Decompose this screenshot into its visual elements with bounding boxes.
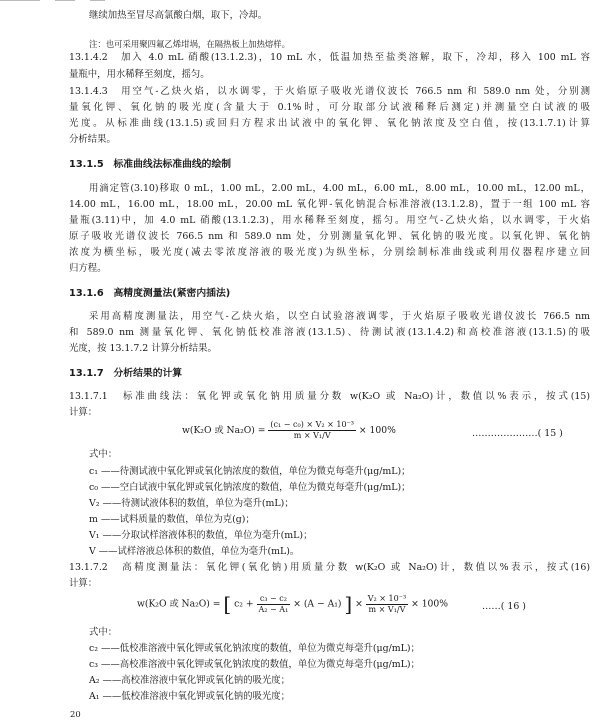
text-line: 量瓶(3.11)中，加 4.0 mL 硝酸(13.1.2.3)，用水稀释至刻度，摇匀。用空气-乙炔火焰，以水调零，于火焰: [69, 215, 590, 226]
header-rule: [0, 0, 602, 2]
where-label: 式中：: [89, 627, 118, 638]
text-line: 光度。从标准曲线(13.1.5)或回归方程求出试液中的氧化钾、氧化钠浓度及空白值，按(13.1.7.1)计算: [69, 118, 590, 129]
text-line: 原子吸收光谱仪波长 766.5 nm 和 589.0 nm 处，分别测量氧化钾、氧化钠的吸光度。以氧化钾、氧化钠: [69, 231, 590, 242]
fraction-denominator: m × V₁/V: [368, 604, 406, 614]
formula-term: c₂ +: [234, 598, 254, 610]
definition-c3: c₃ ——高校准溶液中氧化钾或氧化钠浓度的数值，单位为微克每毫升(μg/mL)；: [89, 659, 420, 670]
text-line: 分析结果。: [69, 134, 116, 145]
close-bracket: ]: [344, 592, 353, 616]
text-line: 归方程。: [69, 263, 107, 274]
formula-tail: × 100%: [358, 425, 396, 436]
definition-a1: A₁ ——低校准溶液中氧化钾或氧化钠的吸光度；: [89, 691, 291, 702]
section-heading-13-1-7: 13.1.7 分析结果的计算: [69, 368, 183, 379]
definition-v: V ——试样溶液总体积的数值，单位为毫升(mL)。: [89, 546, 300, 557]
text-line: 光度，按 13.1.7.2 计算分析结果。: [69, 343, 217, 354]
text-line: 浓度为横坐标，吸光度(减去零浓度溶液的吸光度)为纵坐标，分别绘制标准曲线或利用仪器程序建立回: [69, 247, 590, 258]
formula-fraction: [268, 420, 356, 441]
definition-c0: c₀ ——空白试液中氧化钾或氧化钠浓度的数值，单位为微克每毫升(μg/mL)；: [89, 482, 411, 493]
fraction-denominator: A₂ − A₁: [258, 604, 289, 614]
text-line: 用滴定管(3.10)移取 0 mL，1.00 mL，2.00 mL，4.00 mL，6.00 mL，8.00 mL，10.00 mL，12.00 mL，: [89, 183, 590, 194]
clause-13-1-4-2: 13.1.4.2 加入 4.0 mL 硝酸(13.1.2.3)，10 mL 水，低温加热至盐类溶解，取下，冷却，移入 100 mL 容: [69, 52, 590, 63]
formula-number-15: …………………( 15 ): [472, 428, 563, 439]
definition-c1: c₁ ——待测试液中氧化钾或氧化钠浓度的数值，单位为微克每毫升(μg/mL)；: [89, 466, 411, 477]
text-line: 量瓶中，用水稀释至刻度，摇匀。: [69, 69, 210, 80]
text-line: 继续加热至冒尽高氯酸白烟，取下，冷却。: [89, 10, 268, 21]
open-bracket: [: [223, 592, 232, 616]
text-line: 采用高精度测量法，用空气-乙炔火焰，以空白试验溶液调零，于火焰原子吸收光谱仪波长 766.5 nm: [89, 311, 590, 322]
definition-c2: c₂ ——低校准溶液中氧化钾或氧化钠浓度的数值，单位为微克每毫升(μg/mL)；: [89, 643, 420, 654]
formula-term: × (A − A₁): [293, 598, 342, 610]
clause-13-1-7-1: 13.1.7.1 标准曲线法：氧化钾或氧化钠用质量分数 w(K₂O 或 Na₂O)计，数值以%表示，按式(15): [69, 391, 590, 402]
fraction-denominator: m × V₁/V: [293, 431, 331, 440]
page-number: 20: [70, 709, 81, 719]
inner-fraction: [257, 594, 291, 615]
formula-15: [182, 420, 396, 441]
formula-lhs: w(K₂O 或 Na₂O) =: [182, 425, 266, 436]
text-line: 量氧化钾、氧化钠的吸光度(含量大于 0.1%时，可分取部分试液稀释后测定)并测量空白试液的吸: [69, 102, 590, 113]
outer-fraction: [366, 594, 408, 615]
note-line: 注：也可采用聚四氟乙烯坩埚，在隔热板上加热熔样。: [89, 39, 290, 49]
clause-13-1-7-2: 13.1.7.2 高精度测量法：氧化钾(氧化钠)用质量分数 w(K₂O 或 Na₂O)计，数值以%表示，按式(16): [69, 562, 590, 573]
fraction-numerator: (c₁ − c₀) × V₂ × 10⁻³: [270, 420, 354, 429]
formula-16: [137, 592, 448, 616]
formula-lhs: w(K₂O 或 Na₂O) =: [137, 598, 221, 610]
definition-v1: V₁ ——分取试样溶液体积的数值，单位为毫升(mL)；: [89, 530, 313, 541]
formula-number-16: ……( 16 ): [482, 601, 526, 612]
text-line: 计算：: [69, 578, 98, 589]
fraction-numerator: V₂ × 10⁻³: [367, 593, 407, 603]
section-heading-13-1-6: 13.1.6 高精度测量法(紧密内插法): [69, 288, 231, 299]
clause-13-1-4-3: 13.1.4.3 用空气-乙炔火焰，以水调零，于火焰原子吸收光谱仪波长 766.5 nm 和 589.0 nm 处，分别测: [69, 86, 590, 97]
formula-tail: × 100%: [411, 598, 448, 610]
definition-v2: V₂ ——待测试液体积的数值，单位为毫升(mL)；: [89, 498, 294, 509]
formula-times: ×: [355, 598, 363, 610]
fraction-numerator: c₃ − c₂: [257, 594, 291, 605]
section-heading-13-1-5: 13.1.5 标准曲线法标准曲线的绘制: [69, 159, 232, 170]
definition-a2: A₂ ——高校准溶液中氧化钾或氧化钠的吸光度；: [89, 675, 291, 686]
where-label: 式中：: [89, 449, 118, 460]
definition-m: m ——试料质量的数值，单位为克(g)；: [89, 514, 255, 525]
text-line: 14.00 mL，16.00 mL，18.00 mL，20.00 mL 氧化钾-氧化钠混合标准溶液(13.1.2.8)，置于一组 100 mL 容: [69, 199, 590, 210]
text-line: 和 589.0 nm 测量氧化钾、氧化钠低校准溶液(13.1.5)、待测试液(13.1.4.2)和高校准溶液(13.1.5)的吸: [69, 327, 590, 338]
text-line: 计算：: [69, 407, 98, 418]
